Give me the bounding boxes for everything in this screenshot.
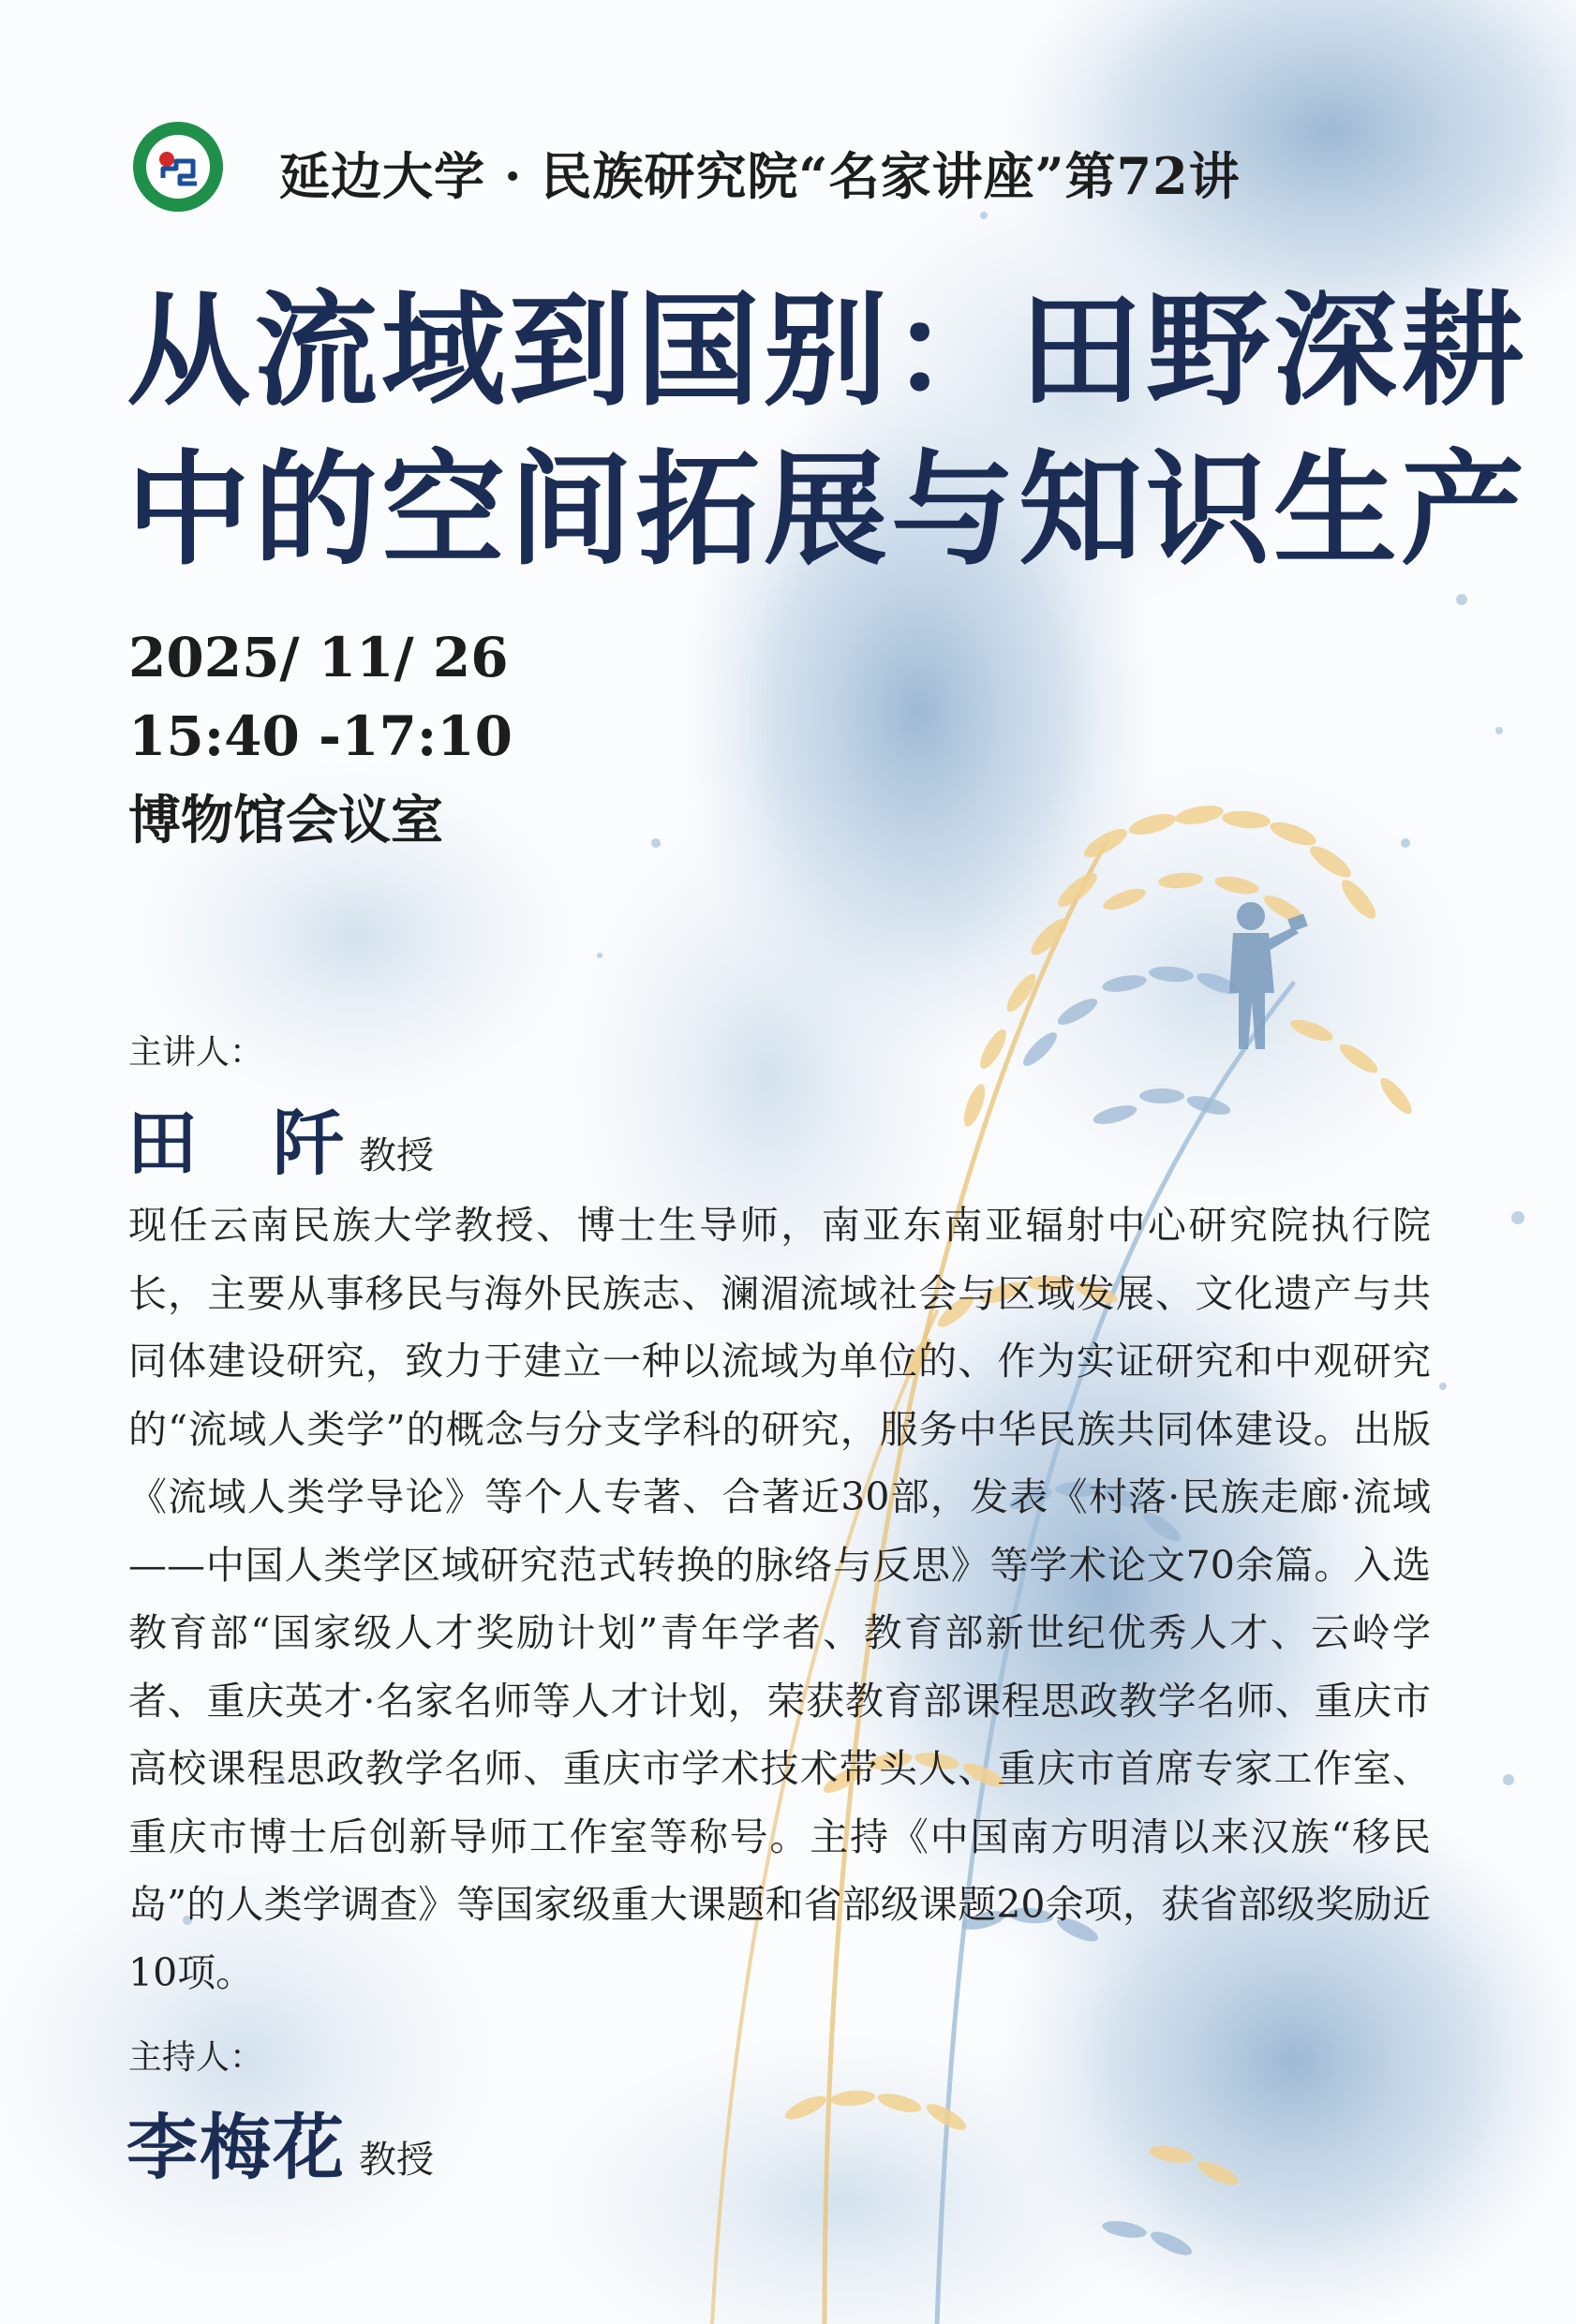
- lecture-title: [126, 272, 1528, 590]
- yanbian-university-seal-icon: [131, 120, 225, 214]
- speaker-title: 教授: [359, 1134, 434, 1177]
- host-heading: [126, 2091, 434, 2193]
- speaker-heading: [126, 1087, 434, 1189]
- event-date: 2025/ 11/ 26: [128, 626, 509, 689]
- speaker-label: 主讲人：: [128, 1033, 264, 1072]
- host-title: 教授: [359, 2139, 434, 2182]
- lecture-title-line-2: 中的空间拓展与知识生产: [126, 437, 1528, 583]
- event-details: [128, 618, 513, 866]
- lecture-title-line-1: 从流域到国别：田野深耕: [126, 278, 1528, 423]
- speaker-name: 田 阡: [126, 1102, 346, 1185]
- event-time: 15:40 -17:10: [128, 704, 513, 768]
- speaker-bio: 现任云南民族大学教授、博士生导师，南亚东南亚辐射中心研究院执行院长，主要从事移民与海外民族志、澜湄流域社会与区域发展、文化遗产与共同体建设研究，致力于建立一种以流域为单位的、作为实证研究和中观研究的“流域人类学”的概念与分支学科的研究，服务中华民族共同体建设。出版《流域人类学导论》等个人专著、合著近30部，发表《村落·民族走廊·流域——中国人类学区域研究范式转换的脉络与反思》等学术论文70余篇。入选教育部“国家级人才奖励计划”青年学者、教育部新世纪优秀人才、云岭学者、重庆英才·名家名师等人才计划，荣获教育部课程思政教学名师、重庆市高校课程思政教学名师、重庆市学术技术带头人、重庆市首席专家工作室、重庆市博士后创新导师工作室等称号。主持《中国南方明清以来汉族“移民岛”的人类学调查》等国家级重大课题和省部级课题20余项，获省部级奖励近10项。: [128, 1203, 1431, 1995]
- host-label: 主持人：: [128, 2038, 264, 2077]
- host-name: 李梅花: [126, 2106, 346, 2189]
- lecture-series-header: [131, 120, 1443, 214]
- series-title: 延边大学 · 民族研究院“名家讲座”第72讲: [279, 146, 1241, 206]
- event-venue: 博物馆会议室: [128, 790, 443, 851]
